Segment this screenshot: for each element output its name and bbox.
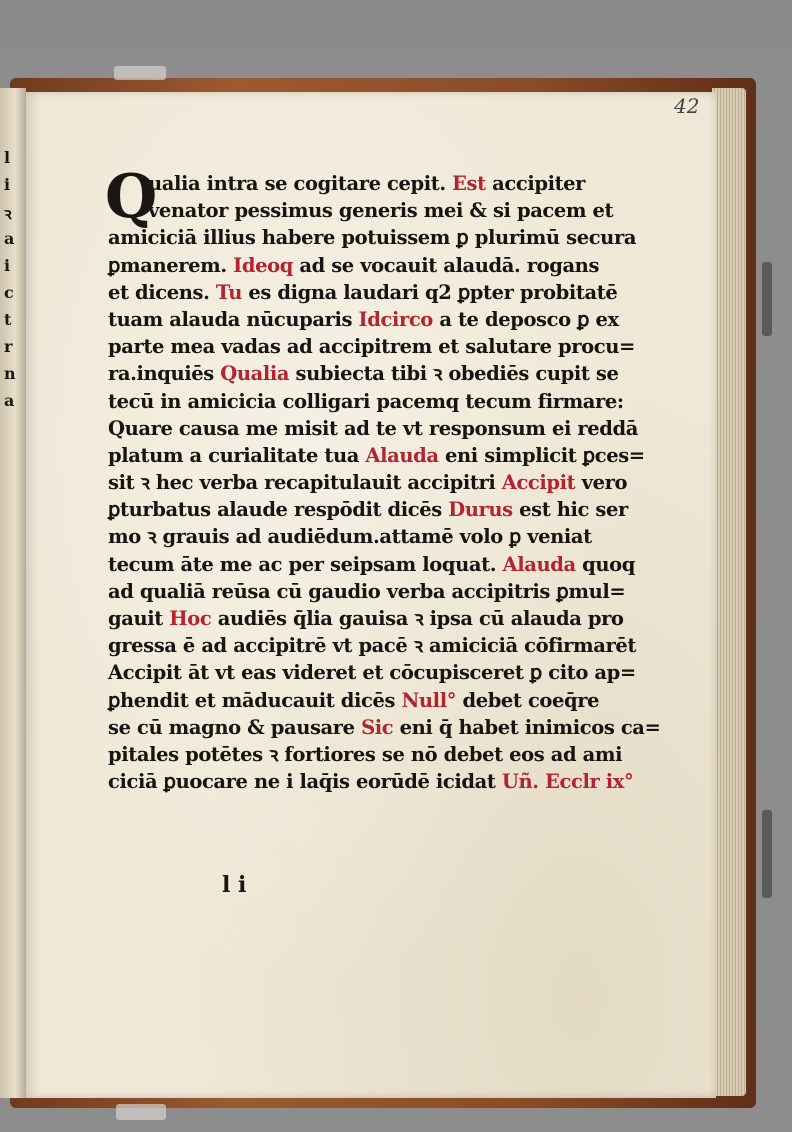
- text-line: se cū magno & pausare Sic eni q̄ habet inimicos ca=: [108, 715, 661, 739]
- facing-page-glyph: n: [4, 364, 16, 383]
- text-line: tecum āte me ac per seipsam loquat. Alauda quoq: [108, 552, 636, 576]
- text-line: pitales potētes ꝛ fortiores se nō debet eos ad ami: [108, 742, 623, 766]
- text-line: ꝑhendit et māducauit dicēs Null° debet coeq̄re: [108, 688, 600, 712]
- text-line: tecū in amicicia colligari pacemq tecum firmare:: [108, 389, 624, 413]
- text-line: ꝑmanerem. Ideoq ad se vocauit alaudā. rogans: [108, 253, 600, 277]
- facing-page-glyph: r: [4, 337, 13, 356]
- text-line: ualia intra se cogitare cepit. Est accipiter: [148, 172, 586, 195]
- facing-page-glyph: a: [4, 229, 15, 248]
- facing-page-glyph: ꝛ: [4, 204, 12, 223]
- facing-page-edge: [0, 88, 26, 1098]
- text-line: venator pessimus generis mei & si pacem et: [148, 199, 614, 223]
- text-line: Accipit āt vt eas videret et cōcupisceret ꝑ cito ap=: [108, 661, 636, 685]
- facing-page-glyph: i: [4, 256, 11, 275]
- text-line: ciciā ꝑuocare ne i laq̄is eorūdē icidat Uñ. Ecclr ix°: [108, 770, 634, 794]
- text-line: sit ꝛ hec verba recapitulauit accipitri Accipit vero: [108, 471, 628, 495]
- page-edges: [712, 88, 746, 1096]
- facing-page-glyph: i: [4, 175, 11, 194]
- text-line: platum a curialitate tua Alauda eni simplicit ꝑces=: [108, 443, 645, 467]
- text-line: gressa ē ad accipitrē vt pacē ꝛ amiciciā cōfirmarēt: [108, 634, 636, 658]
- text-line: mo ꝛ grauis ad audiēdum.attamē volo ꝑ veniat: [108, 525, 592, 549]
- signature-mark: l i: [222, 872, 247, 898]
- facing-page-glyph: t: [4, 310, 12, 329]
- book-clip: [762, 810, 772, 898]
- photo-backdrop: [0, 0, 792, 48]
- incunable-text-block: [105, 162, 661, 795]
- book-clip: [114, 66, 166, 80]
- decorated-initial: Q: [105, 162, 158, 232]
- text-line: ad qualiā reūsa cū gaudio verba accipitris ꝑmul=: [108, 579, 626, 603]
- text-line: Quare causa me misit ad te vt responsum ei reddā: [108, 416, 638, 440]
- text-line: amiciciā illius habere potuissem ꝑ plurimū secura: [108, 226, 637, 250]
- text-line: parte mea vadas ad accipitrem et salutare procu=: [108, 335, 635, 359]
- text-line: et dicens. Tu es digna laudari q2 ꝑpter probitatē: [108, 280, 618, 304]
- text-line: ra.inquiēs Qualia subiecta tibi ꝛ obediēs cupit se: [108, 362, 619, 386]
- text-line: tuam alauda nūcuparis Idcirco a te deposco ꝑ ex: [108, 307, 619, 331]
- facing-page-glyph: a: [4, 391, 15, 410]
- folio-number: 42: [674, 94, 700, 118]
- facing-page-glyph: c: [4, 283, 14, 302]
- text-lines: [108, 170, 661, 795]
- book-page: [26, 92, 716, 1098]
- facing-page-glyph: l: [4, 148, 11, 167]
- text-line: gauit Hoc audiēs q̄lia gauisa ꝛ ipsa cū alauda pro: [108, 607, 624, 630]
- text-line: ꝑturbatus alaude respōdit dicēs Durus est hic ser: [108, 498, 628, 522]
- book-clip: [762, 262, 772, 336]
- book-clip: [116, 1104, 166, 1120]
